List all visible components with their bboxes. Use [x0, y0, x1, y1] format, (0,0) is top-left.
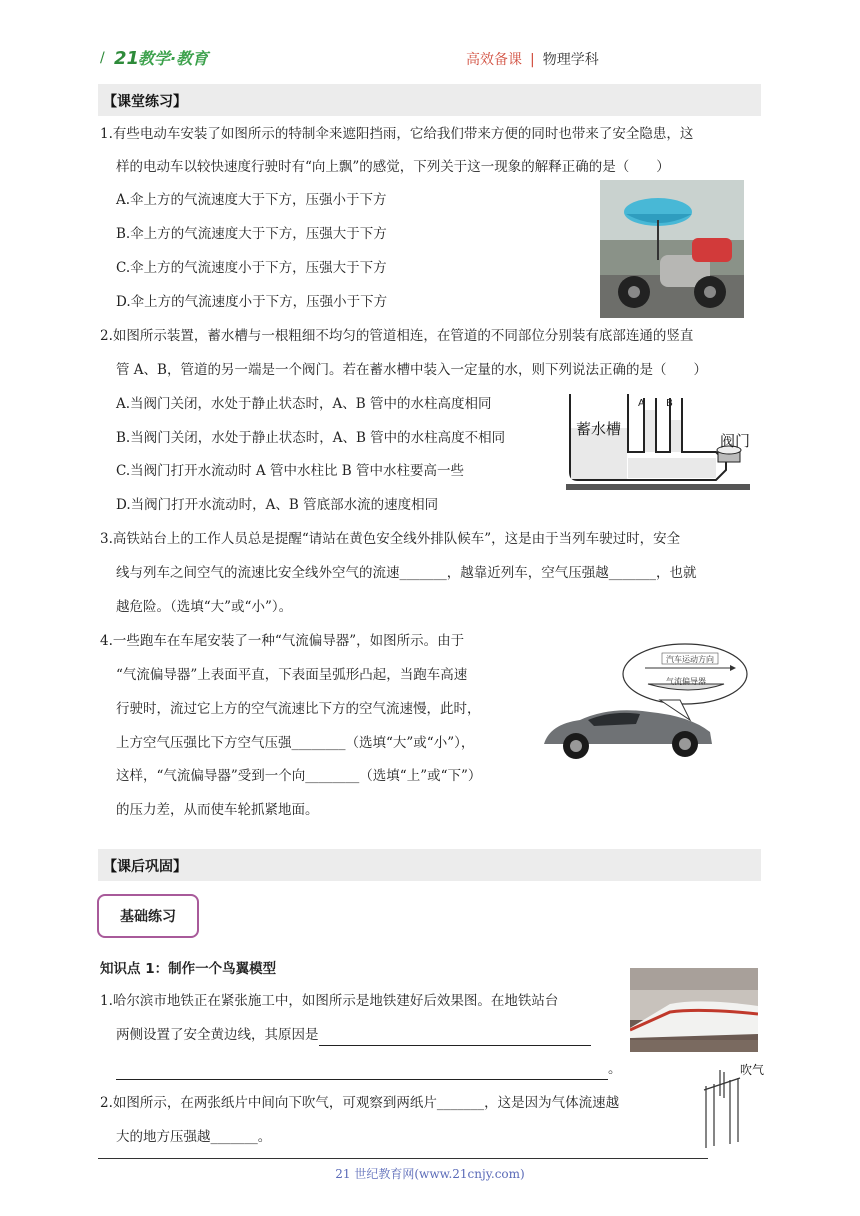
fig-label-b: B: [666, 398, 673, 409]
header-left: 高效备课: [466, 52, 522, 68]
section-practice-title: 【课堂练习】: [103, 94, 187, 110]
q1-option-d: D.伞上方的气流速度小于下方，压强小于下方: [116, 294, 388, 310]
basic-practice-badge: [97, 894, 199, 938]
publisher-logo: [100, 42, 225, 72]
answer-blank: [319, 1025, 591, 1046]
q4-line2: “气流偏导器”上表面平直，下表面呈弧形凸起，当跑车高速: [116, 667, 468, 683]
scooter-umbrella-photo: [600, 180, 744, 318]
svg-text:教学·教育: 教学·教育: [138, 49, 209, 68]
kp1-q2-line1: 2.如图所示，在两张纸片中间向下吹气，可观察到两纸片_______，这是因为气体流速越: [100, 1095, 620, 1111]
kp1-q1-line2-text: 两侧设置了安全黄边线，其原因是: [116, 1027, 319, 1043]
q3-line3: 越危险。（选填“大”或“小”）。: [116, 599, 293, 615]
q1-line1: 1.有些电动车安装了如图所示的特制伞来遮阳挡雨，它给我们带来方便的同时也带来了安全隐患，这: [100, 126, 694, 142]
fig-label-deflector: 气流偏导器: [666, 677, 706, 686]
kp1-q1-line3: [116, 1059, 622, 1080]
q4-line4: 上方空气压强比下方空气压强________（选填“大”或“小”），: [116, 735, 475, 751]
q4-line5: 这样，“气流偏导器”受到一个向________（选填“上”或“下”）: [116, 768, 482, 784]
svg-text:21: 21: [114, 48, 140, 69]
q1-line2: 样的电动车以较快速度行驶时有“向上飘”的感觉，下列关于这一现象的解释正确的是（ ）: [116, 159, 670, 175]
fig-label-valve: 阀门: [720, 432, 750, 450]
svg-text:/: /: [100, 50, 105, 66]
section-practice: [98, 84, 761, 116]
kp1-q1-end: 。: [608, 1061, 622, 1077]
q4-line6: 的压力差，从而使车轮抓紧地面。: [116, 802, 319, 818]
fig-label-direction: 汽车运动方向: [666, 655, 714, 664]
header-right: 物理学科: [542, 52, 599, 68]
q1-option-b: B.伞上方的气流速度大于下方，压强大于下方: [116, 226, 387, 242]
q2-option-c: C.当阀门打开水流动时 A 管中水柱比 B 管中水柱要高一些: [116, 463, 464, 479]
fig-label-blow: 吹气: [740, 1063, 765, 1077]
kp1-q1-line1: 1.哈尔滨市地铁正在紧张施工中，如图所示是地铁建好后效果图。在地铁站台: [100, 993, 559, 1009]
paper-blowing-diagram: [696, 1060, 768, 1152]
header-subject: [466, 49, 599, 69]
fig-label-tank: 蓄水槽: [576, 420, 622, 438]
q4-line1: 4.一些跑车在车尾安装了一种“气流偏导器”，如图所示。由于: [100, 633, 465, 649]
footer-divider: [98, 1158, 708, 1159]
fig-label-a: A: [638, 398, 645, 409]
q1-option-c: C.伞上方的气流速度小于下方，压强大于下方: [116, 260, 387, 276]
water-tank-diagram: [566, 390, 750, 494]
q3-line2: 线与列车之间空气的流速比安全线外空气的流速_______，越靠近列车，空气压强越_______，也就: [116, 565, 697, 581]
q4-line3: 行驶时，流过它上方的空气流速比下方的空气流速慢，此时，: [116, 701, 481, 717]
q2-option-b: B.当阀门关闭，水处于静止状态时，A、B 管中的水柱高度不相同: [116, 430, 506, 446]
section-after-class: [98, 849, 761, 881]
q1-option-a: A.伞上方的气流速度大于下方，压强小于下方: [116, 192, 387, 208]
badge-label: 基础练习: [120, 909, 176, 925]
q3-line1: 3.高铁站台上的工作人员总是提醒“请站在黄色安全线外排队候车”，这是由于当列车驶过时，安全: [100, 531, 681, 547]
q2-option-a: A.当阀门关闭，水处于静止状态时，A、B 管中的水柱高度相同: [116, 396, 492, 412]
q2-line1: 2.如图所示装置，蓄水槽与一根粗细不均匀的管道相连，在管道的不同部位分别装有底部连通的竖直: [100, 328, 694, 344]
footer-source: 21 世纪教育网(www.21cnjy.com): [335, 1167, 525, 1181]
q2-option-d: D.当阀门打开水流动时，A、B 管底部水流的速度相同: [116, 497, 439, 513]
kp1-q1-line2: [116, 1025, 591, 1046]
header-sep: |: [530, 52, 535, 68]
section-after-title: 【课后巩固】: [103, 859, 187, 875]
subway-station-photo: [630, 968, 758, 1052]
sports-car-diagram: [540, 640, 750, 768]
kp1-q2-line2: 大的地方压强越_______。: [116, 1129, 272, 1145]
knowledge-point-title: 知识点 1：制作一个鸟翼模型: [100, 961, 277, 977]
answer-blank-2: [116, 1059, 608, 1080]
q2-line2: 管 A、B，管道的另一端是一个阀门。若在蓄水槽中装入一定量的水，则下列说法正确的是（ ）: [116, 362, 707, 378]
